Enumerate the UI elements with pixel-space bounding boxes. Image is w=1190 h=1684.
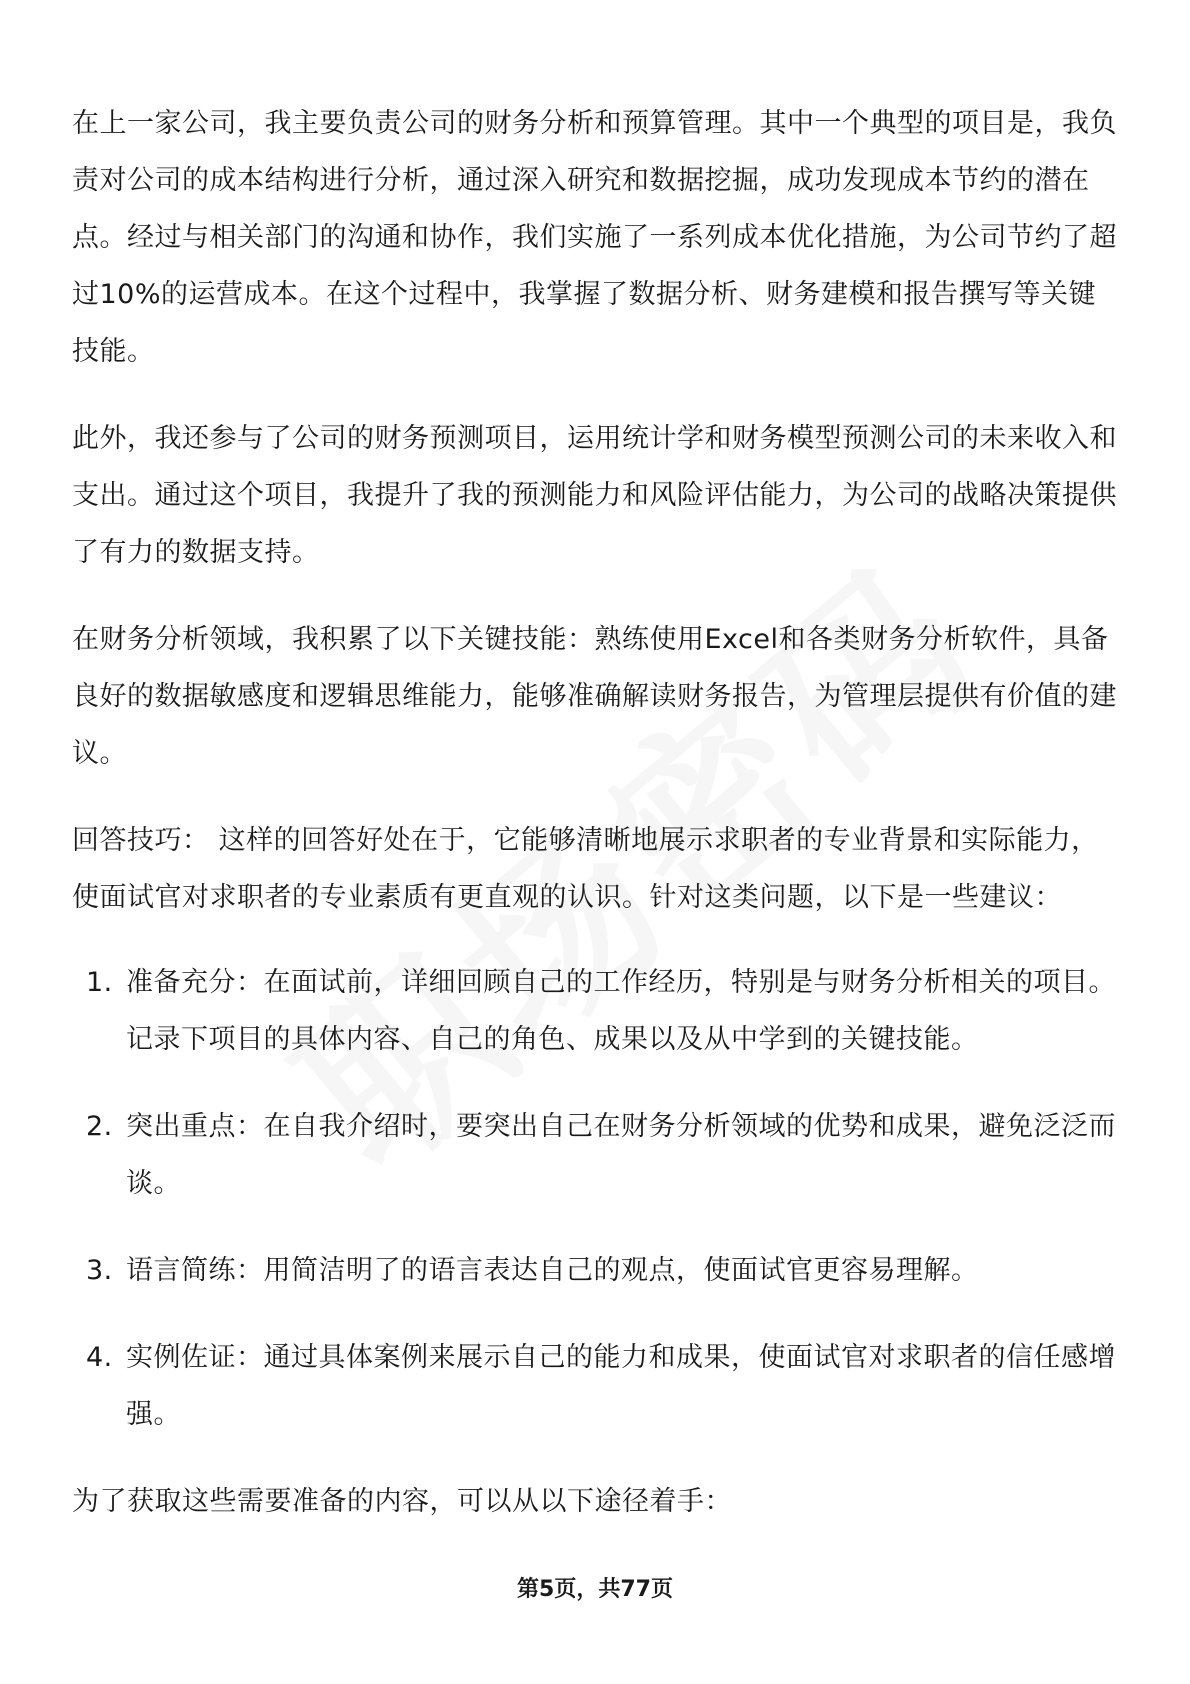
list-item-number: 4. (86, 1342, 113, 1373)
list-item-number: 2. (86, 1111, 113, 1142)
list-item (72, 1329, 1120, 1443)
page-number: 第5页，共77页 (517, 1577, 673, 1602)
list-item (72, 954, 1120, 1068)
paragraph-forecast-project: 此外，我还参与了公司的财务预测项目，运用统计学和财务模型预测公司的未来收入和支出。通过这个项目，我提升了我的预测能力和风险评估能力，为公司的战略决策提供了有力的数据支持。 (72, 423, 1117, 568)
list-item-text: 突出重点：在自我介绍时，要突出自己在财务分析领域的优势和成果，避免泛泛而谈。 (126, 1111, 1116, 1199)
tips-list (72, 954, 1120, 1443)
list-item-text: 准备充分：在面试前，详细回顾自己的工作经历，特别是与财务分析相关的项目。记录下项目的具体内容、自己的角色、成果以及从中学到的关键技能。 (126, 967, 1116, 1055)
list-item-number: 1. (86, 967, 113, 998)
list-item-text: 实例佐证：通过具体案例来展示自己的能力和成果，使面试官对求职者的信任感增强。 (126, 1342, 1116, 1430)
list-item (72, 1242, 1120, 1299)
paragraph-answer-tips: 回答技巧： 这样的回答好处在于，它能够清晰地展示求职者的专业背景和实际能力，使面试官对求职者的专业素质有更直观的认识。针对这类问题，以下是一些建议： (72, 825, 1099, 913)
list-item (72, 1098, 1120, 1212)
page-content (72, 95, 1120, 1530)
list-item-text: 语言简练：用简洁明了的语言表达自己的观点，使面试官更容易理解。 (126, 1255, 979, 1286)
list-item-number: 3. (86, 1255, 113, 1286)
paragraph-sources-intro: 为了获取这些需要准备的内容，可以从以下途径着手： (72, 1486, 732, 1517)
paragraph-experience: 在上一家公司，我主要负责公司的财务分析和预算管理。其中一个典型的项目是，我负责对公司的成本结构进行分析，通过深入研究和数据挖掘，成功发现成本节约的潜在点。经过与相关部门的沟通和协作，我们实施了一系列成本优化措施，为公司节约了超过10%的运营成本。在这个过程中，我掌握了数据分析、财务建模和报告撰写等关键技能。 (72, 108, 1117, 367)
paragraph-key-skills: 在财务分析领域，我积累了以下关键技能：熟练使用Excel和各类财务分析软件，具备良好的数据敏感度和逻辑思维能力，能够准确解读财务报告，为管理层提供有价值的建议。 (72, 624, 1117, 769)
